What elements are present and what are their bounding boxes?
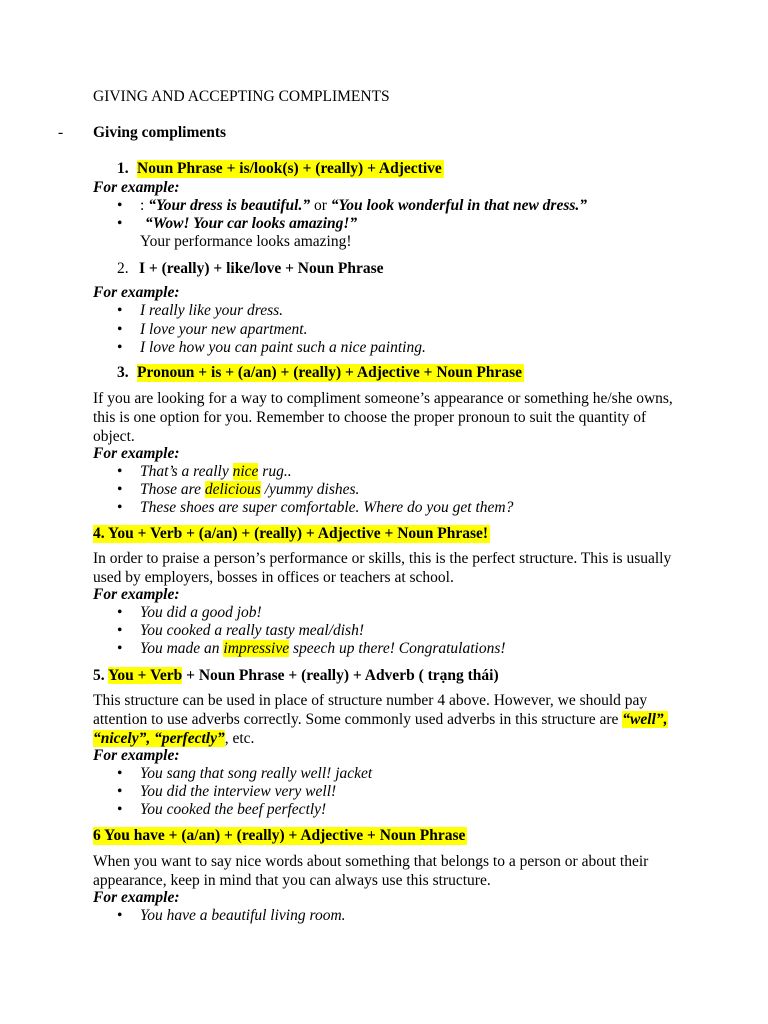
example-item: These shoes are super comfortable. Where do you get them?: [140, 499, 514, 516]
structure-4-heading: 4. You + Verb + (a/an) + (really) + Adjective + Noun Phrase!: [93, 525, 489, 542]
example-item: You did the interview very well!: [140, 783, 337, 800]
bullet-icon: •: [117, 604, 123, 621]
bullet-icon: •: [117, 783, 123, 800]
bullet-icon: •: [117, 302, 123, 319]
for-example-label: For example:: [93, 889, 180, 906]
for-example-label: For example:: [93, 747, 180, 764]
bullet-icon: •: [117, 499, 123, 516]
section-dash: -: [58, 124, 64, 141]
example-item: You did a good job!: [140, 604, 262, 621]
example-prefix: :: [140, 197, 149, 214]
highlighted-word: impressive: [223, 640, 290, 657]
example-item: I love your new apartment.: [140, 321, 308, 338]
example-text: rug..: [258, 463, 292, 480]
example-connector: or: [310, 197, 331, 214]
example-item: [140, 463, 292, 481]
highlighted-word: delicious: [204, 481, 261, 498]
example-item: You have a beautiful living room.: [140, 907, 346, 924]
structure-1-number: 1.: [117, 160, 129, 177]
structure-5-number: 5.: [93, 667, 108, 684]
for-example-label: For example:: [93, 586, 180, 603]
structure-3-paragraph: If you are looking for a way to compliment someone’s appearance or something he/she owns, this is one option for you. Remember to choose the proper pronoun to suit the quantity of object.: [93, 390, 673, 445]
structure-2-heading: I + (really) + like/love + Noun Phrase: [139, 260, 384, 277]
bullet-icon: •: [117, 907, 123, 924]
for-example-label: For example:: [93, 445, 180, 462]
structure-3-heading: Pronoun + is + (a/an) + (really) + Adjective + Noun Phrase: [137, 364, 523, 381]
example-item: You cooked the beef perfectly!: [140, 801, 327, 818]
structure-5-heading-rest: + Noun Phrase + (really) + Adverb ( trạng thái): [182, 667, 499, 684]
structure-6-heading: 6 You have + (a/an) + (really) + Adjective + Noun Phrase: [93, 827, 466, 844]
bullet-icon: •: [117, 622, 123, 639]
example-item: [140, 640, 506, 658]
bullet-icon: •: [117, 321, 123, 338]
highlighted-adverbs: “well”, “nicely”, “perfectly”: [93, 711, 668, 747]
example-text: Those are: [140, 481, 205, 498]
bullet-icon: •: [117, 765, 123, 782]
structure-5-paragraph: [93, 691, 683, 748]
example-quote: “Your dress is beautiful.”: [148, 197, 311, 214]
section-heading: Giving compliments: [93, 124, 227, 141]
paragraph-text: This structure can be used in place of structure number 4 above. However, we should pay attention to use adverbs correctly. Some commonly used adverbs in this structure are: [93, 692, 648, 728]
example-item: You cooked a really tasty meal/dish!: [140, 622, 365, 639]
example-text: /yummy dishes.: [260, 481, 360, 498]
example-item: I love how you can paint such a nice painting.: [140, 339, 426, 356]
paragraph-text: , etc.: [224, 730, 255, 747]
highlighted-word: nice: [232, 463, 259, 480]
document-title: GIVING AND ACCEPTING COMPLIMENTS: [93, 88, 390, 105]
example-item: “Wow! Your car looks amazing!”: [145, 215, 358, 232]
structure-4-paragraph: In order to praise a person’s performance or skills, this is the perfect structure. This is usually used by employers, bosses in offices or teachers at school.: [93, 550, 672, 586]
bullet-icon: •: [117, 197, 123, 214]
example-item: [140, 197, 587, 215]
example-item: [140, 481, 359, 499]
bullet-icon: •: [117, 801, 123, 818]
structure-3-number: 3.: [117, 364, 129, 381]
bullet-icon: •: [117, 463, 123, 480]
structure-2-number: 2.: [117, 260, 129, 277]
example-text: speech up there! Congratulations!: [289, 640, 506, 657]
bullet-icon: •: [117, 481, 123, 498]
structure-5-heading: [93, 667, 499, 685]
example-text: That’s a really: [140, 463, 233, 480]
bullet-icon: •: [117, 215, 123, 232]
for-example-label: For example:: [93, 179, 180, 196]
bullet-icon: •: [117, 640, 123, 657]
example-item: I really like your dress.: [140, 302, 284, 319]
example-item: You sang that song really well! jacket: [140, 765, 373, 782]
for-example-label: For example:: [93, 284, 180, 301]
structure-1-heading: Noun Phrase + is/look(s) + (really) + Adjective: [137, 160, 442, 177]
bullet-icon: •: [117, 339, 123, 356]
example-item-continued: Your performance looks amazing!: [140, 233, 352, 250]
example-quote: “You look wonderful in that new dress.”: [330, 197, 588, 214]
example-text: You made an: [140, 640, 224, 657]
structure-6-paragraph: When you want to say nice words about something that belongs to a person or about their appearance, keep in mind that you can always use this structure.: [93, 853, 649, 889]
highlighted-phrase: You + Verb: [107, 667, 183, 684]
